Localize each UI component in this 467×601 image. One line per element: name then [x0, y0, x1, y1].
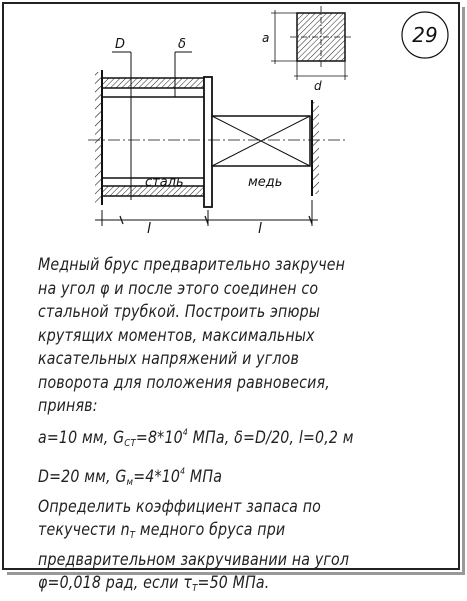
statement-subscript: T: [192, 583, 198, 594]
statement-line: [38, 571, 438, 601]
statement-line: на угол φ и после этого соединен со: [38, 278, 319, 298]
statement-text: =50 МПа.: [197, 573, 270, 592]
statement-text: текучести n: [38, 520, 130, 539]
statement-line: стальной трубкой. Построить эпюры: [38, 302, 321, 321]
statement-line: Медный брус предварительно закручен: [38, 255, 346, 274]
copper-bar: [212, 116, 310, 166]
label-copper: медь: [248, 175, 283, 190]
statement-text: медного бруса при: [135, 520, 286, 539]
problem-number-badge: [402, 12, 448, 58]
param-subscript: CT: [124, 437, 136, 449]
left-wall: [95, 70, 102, 205]
param-text: =8*10: [135, 427, 183, 447]
statement-line: поворота для положения равновесия,: [38, 372, 330, 392]
param-text: D=20 мм, G: [38, 467, 127, 486]
problem-statement: [38, 253, 438, 601]
param-superscript: 4: [182, 427, 188, 438]
statement-line: касательных напряжений и углов: [38, 349, 299, 368]
param-superscript: 4: [180, 467, 186, 477]
statement-text: φ=0,018 рад, если τ: [38, 573, 193, 592]
param-text: a=10 мм, G: [38, 427, 125, 447]
problem-number: 29: [412, 23, 438, 47]
flange-plate: [204, 77, 212, 207]
label-steel: сталь: [145, 175, 184, 190]
statement-line: крутящих моментов, максимальных: [38, 325, 315, 345]
label-length-left: l: [147, 221, 151, 237]
label-length-right: l: [258, 221, 262, 237]
statement-line: [38, 518, 438, 548]
label-section-a: a: [262, 31, 270, 45]
statement-line: приняв:: [38, 396, 98, 415]
label-wall-thickness: δ: [178, 37, 186, 52]
torsion-diagram: [0, 0, 467, 250]
right-wall: [312, 100, 319, 196]
param-subscript: м: [126, 477, 134, 488]
statement-line: Определить коэффициент запаса по: [38, 496, 322, 516]
label-outer-diameter: D: [115, 37, 126, 52]
statement-line: предварительном закручивании на угол: [38, 549, 350, 569]
cross-section: [262, 6, 352, 93]
given-params-line-2: [38, 461, 438, 495]
param-text: МПа, δ=D/20, l=0,2 м: [187, 427, 354, 447]
label-section-d: d: [314, 79, 322, 93]
param-text: МПа: [185, 467, 223, 486]
given-params-line-1: [38, 422, 438, 456]
statement-subscript: T: [129, 530, 136, 541]
param-text: =4*10: [133, 467, 181, 486]
